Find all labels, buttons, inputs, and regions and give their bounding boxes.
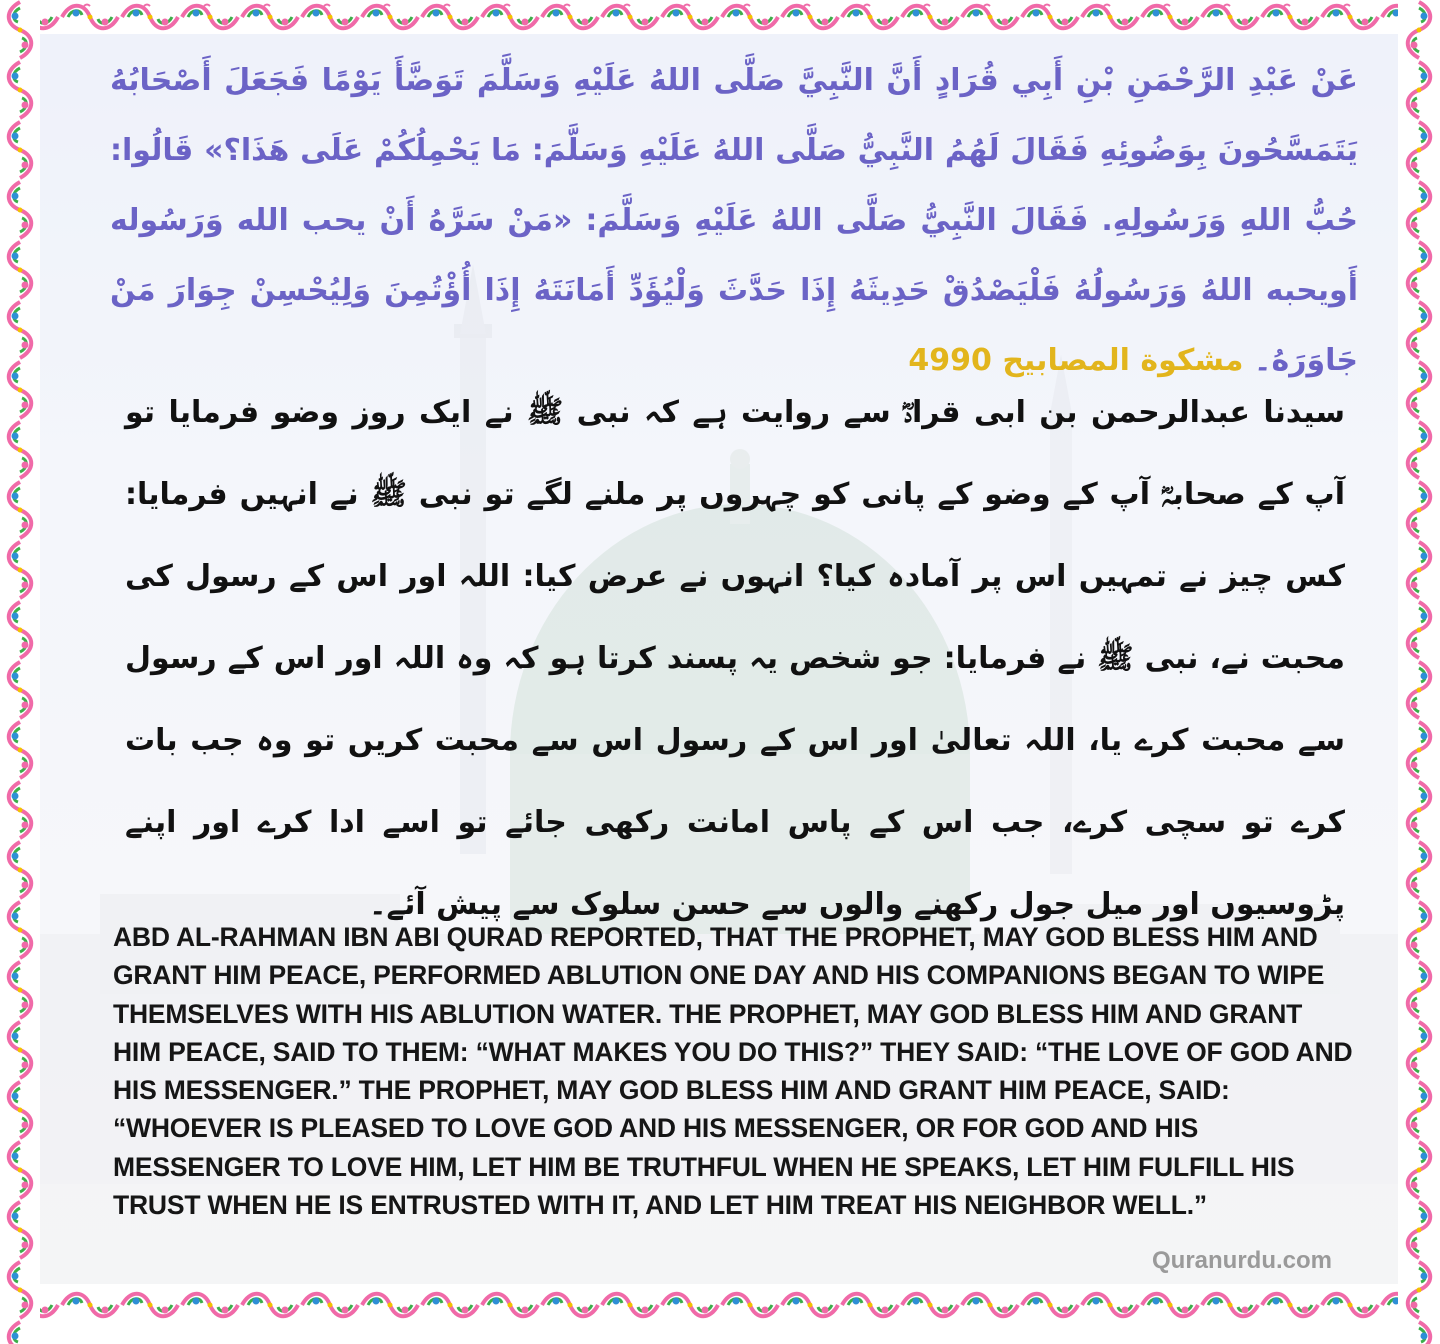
arabic-hadith-body: عَنْ عَبْدِ الرَّحْمَنِ بْنِ أَبِي قُرَادٍ أَنَّ النَّبِيَّ صَلَّى اللهُ عَلَيْهِ وَسَلَّمَ تَوَضَّأَ يَوْمًا فَجَعَلَ أَصْحَابُهُ يَتَمَسَّحُونَ بِوَضُوئِهِ فَقَالَ لَهُمُ النَّبِيُّ صَلَّى اللهُ عَلَيْهِ وَسَلَّمَ: مَا يَحْمِلُكُمْ عَلَى هَذَا؟» قَالُوا: حُبُّ اللهِ وَرَسُولِهِ. فَقَالَ النَّبِيُّ صَلَّى اللهُ عَلَيْهِ وَسَلَّمَ: «مَنْ سَرَّهُ أَنْ يحب الله وَرَسُوله أَويحبه اللهُ وَرَسُولُهُ فَلْيَصْدُقْ حَدِيثَهُ إِذَا حَدَّثَ وَلْيُؤَدِّ أَمَانَتَهُ إِذَا أُؤْتُمِنَ وَلِيُحْسِنْ جِوَارَ مَنْ جَاوَرَهُ۔ [110, 63, 1358, 378]
arabic-hadith-text [110, 46, 1358, 396]
content-panel [40, 34, 1398, 1284]
decorative-border-top [0, 0, 1440, 34]
urdu-translation: سیدنا عبدالرحمن بن ابی قرادؓ سے روایت ہے کہ نبی ﷺ نے ایک روز وضو فرمایا تو آپ کے صحابہؓ آپ کے وضو کے پانی کو چہروں پر ملنے لگے تو نبی ﷺ نے انہیں فرمایا: کس چیز نے تمہیں اس پر آمادہ کیا؟ انہوں نے عرض کیا: اللہ اور اس کے رسول کی محبت نے، نبی ﷺ نے فرمایا: جو شخص یہ پسند کرتا ہو کہ وہ اللہ اور اس کے رسول سے محبت کرے یا، اللہ تعالیٰ اور اس کے رسول اس سے محبت کریں تو وہ جب بات کرے تو سچی کرے، جب اس کے پاس امانت رکھی جائے تو اسے ادا کرے اور اپنے پڑوسیوں اور میل جول رکھنے والوں سے حسن سلوک سے پیش آئے۔ [125, 395, 1345, 922]
hadith-reference-number: 4990 [908, 343, 992, 378]
english-translation: ABD AL-RAHMAN IBN ABI QURAD REPORTED, THAT THE PROPHET, MAY GOD BLESS HIM AND GRANT HIM PEACE, PERFORMED ABLUTION ONE DAY AND HIS COMPANIONS BEGAN TO WIPE THEMSELVES WITH HIS ABLUTION WATER. THE PROPHET, MAY GOD BLESS HIM AND GRANT HIM PEACE, SAID TO THEM: “WHAT MAKES YOU DO THIS?” THEY SAID: “THE LOVE OF GOD AND HIS MESSENGER.” THE PROPHET, MAY GOD BLESS HIM AND GRANT HIM PEACE, SAID: “WHOEVER IS PLEASED TO LOVE GOD AND HIS MESSENGER, OR FOR GOD AND HIS MESSENGER TO LOVE HIM, LET HIM BE TRUTHFUL WHEN HE SPEAKS, LET HIM FULFILL HIS TRUST WHEN HE IS ENTRUSTED WITH IT, AND LET HIM TREAT HIS NEIGHBOR WELL.” [113, 922, 1353, 1221]
decorative-border-bottom [0, 1284, 1440, 1344]
hadith-reference-name: مشكوة المصابيح [1002, 343, 1244, 378]
website-watermark: Quranurdu.com [1152, 1247, 1333, 1274]
decorative-border-left [0, 0, 40, 1344]
decorative-border-right [1398, 0, 1440, 1344]
